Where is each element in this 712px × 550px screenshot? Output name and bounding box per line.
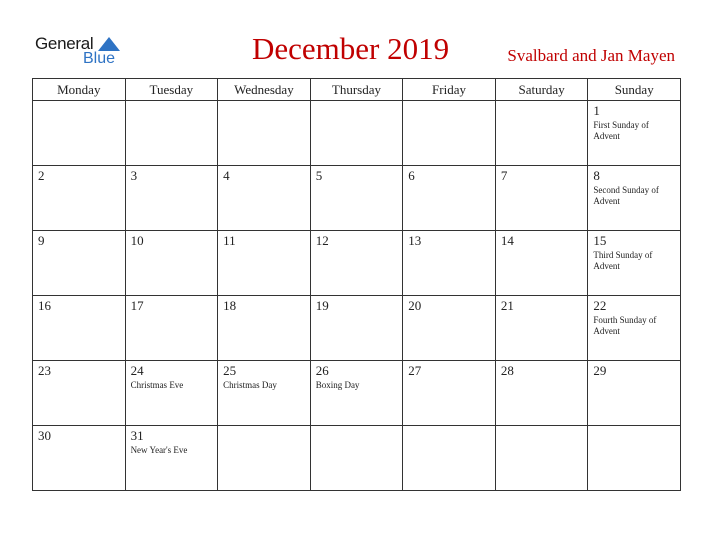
day-number: 3 xyxy=(130,168,138,183)
weekday-header-row xyxy=(33,79,681,101)
day-cell xyxy=(495,296,588,361)
day-cell xyxy=(403,166,496,231)
day-cell xyxy=(218,231,311,296)
day-cell xyxy=(310,166,403,231)
day-cell xyxy=(403,231,496,296)
day-cell xyxy=(33,426,126,491)
day-number: 23 xyxy=(38,363,51,378)
day-number: 8 xyxy=(593,168,600,183)
day-cell xyxy=(33,231,126,296)
week-row xyxy=(33,101,681,166)
day-cell xyxy=(310,361,403,426)
day-cell xyxy=(403,101,496,166)
holiday-label: Christmas Day xyxy=(223,380,277,390)
day-cell xyxy=(33,361,126,426)
day-number: 17 xyxy=(130,298,144,313)
day-cell xyxy=(495,166,588,231)
day-cell xyxy=(588,101,681,166)
day-cell xyxy=(218,166,311,231)
day-cell xyxy=(125,231,218,296)
holiday-label: Second Sunday of Advent xyxy=(593,185,659,206)
holiday-label: Boxing Day xyxy=(315,380,360,390)
weekday-header: Thursday xyxy=(310,79,403,101)
day-cell xyxy=(125,361,218,426)
day-number: 28 xyxy=(500,363,514,378)
day-number: 22 xyxy=(593,298,607,313)
day-cell xyxy=(218,361,311,426)
day-number: 19 xyxy=(315,298,329,313)
week-row xyxy=(33,426,681,491)
day-cell xyxy=(125,426,218,491)
day-number: 4 xyxy=(223,168,230,183)
day-number: 10 xyxy=(130,233,144,248)
day-number: 9 xyxy=(38,233,45,248)
day-number: 1 xyxy=(593,103,600,118)
day-number: 31 xyxy=(130,428,144,443)
calendar-title: December 2019 xyxy=(252,31,450,66)
holiday-label: Third Sunday of Advent xyxy=(593,250,653,271)
day-cell xyxy=(495,361,588,426)
weekday-header: Saturday xyxy=(495,79,588,101)
day-cell xyxy=(33,101,126,166)
logo-flag-icon xyxy=(98,37,120,51)
day-cell xyxy=(495,231,588,296)
day-cell xyxy=(125,101,218,166)
day-cell xyxy=(310,296,403,361)
week-row xyxy=(33,296,681,361)
calendar-grid xyxy=(32,78,681,491)
day-number: 12 xyxy=(315,233,329,248)
day-cell xyxy=(218,296,311,361)
day-cell xyxy=(588,426,681,491)
day-number: 7 xyxy=(500,168,508,183)
week-row xyxy=(33,166,681,231)
day-cell xyxy=(588,231,681,296)
day-number: 21 xyxy=(500,298,514,313)
day-number: 24 xyxy=(130,363,144,378)
weekday-header: Friday xyxy=(403,79,496,101)
logo-word-blue: Blue xyxy=(83,50,116,67)
holiday-label: Christmas Eve xyxy=(130,380,184,390)
day-cell xyxy=(310,231,403,296)
day-number: 20 xyxy=(408,298,422,313)
day-number: 29 xyxy=(593,363,607,378)
week-row xyxy=(33,231,681,296)
day-cell xyxy=(495,101,588,166)
logo-word-general: General xyxy=(35,34,94,53)
weekday-header: Wednesday xyxy=(218,79,311,101)
day-cell xyxy=(403,296,496,361)
day-cell xyxy=(588,166,681,231)
day-number: 6 xyxy=(408,168,415,183)
day-number: 15 xyxy=(593,233,607,248)
day-number: 11 xyxy=(223,233,236,248)
weekday-header: Monday xyxy=(33,79,126,101)
day-cell xyxy=(495,426,588,491)
day-cell xyxy=(33,166,126,231)
weekday-header: Sunday xyxy=(588,79,681,101)
day-number: 27 xyxy=(408,363,422,378)
day-cell xyxy=(310,101,403,166)
day-number: 30 xyxy=(38,428,51,443)
week-row xyxy=(33,361,681,426)
holiday-label: Fourth Sunday of Advent xyxy=(593,315,657,336)
day-cell xyxy=(125,296,218,361)
day-number: 2 xyxy=(38,168,45,183)
generalblue-logo xyxy=(35,34,135,74)
day-cell xyxy=(403,361,496,426)
day-number: 26 xyxy=(315,363,329,378)
day-cell xyxy=(310,426,403,491)
day-cell xyxy=(588,361,681,426)
weekday-header: Tuesday xyxy=(125,79,218,101)
day-cell xyxy=(588,296,681,361)
holiday-label: First Sunday of Advent xyxy=(593,120,649,141)
day-number: 13 xyxy=(408,233,422,248)
day-cell xyxy=(218,101,311,166)
day-cell xyxy=(125,166,218,231)
region-name: Svalbard and Jan Mayen xyxy=(507,46,675,65)
day-cell xyxy=(403,426,496,491)
day-number: 18 xyxy=(223,298,237,313)
day-number: 16 xyxy=(38,298,51,313)
day-cell xyxy=(218,426,311,491)
day-cell xyxy=(33,296,126,361)
day-number: 5 xyxy=(315,168,323,183)
holiday-label: New Year's Eve xyxy=(130,445,188,455)
day-number: 25 xyxy=(223,363,237,378)
day-number: 14 xyxy=(500,233,514,248)
